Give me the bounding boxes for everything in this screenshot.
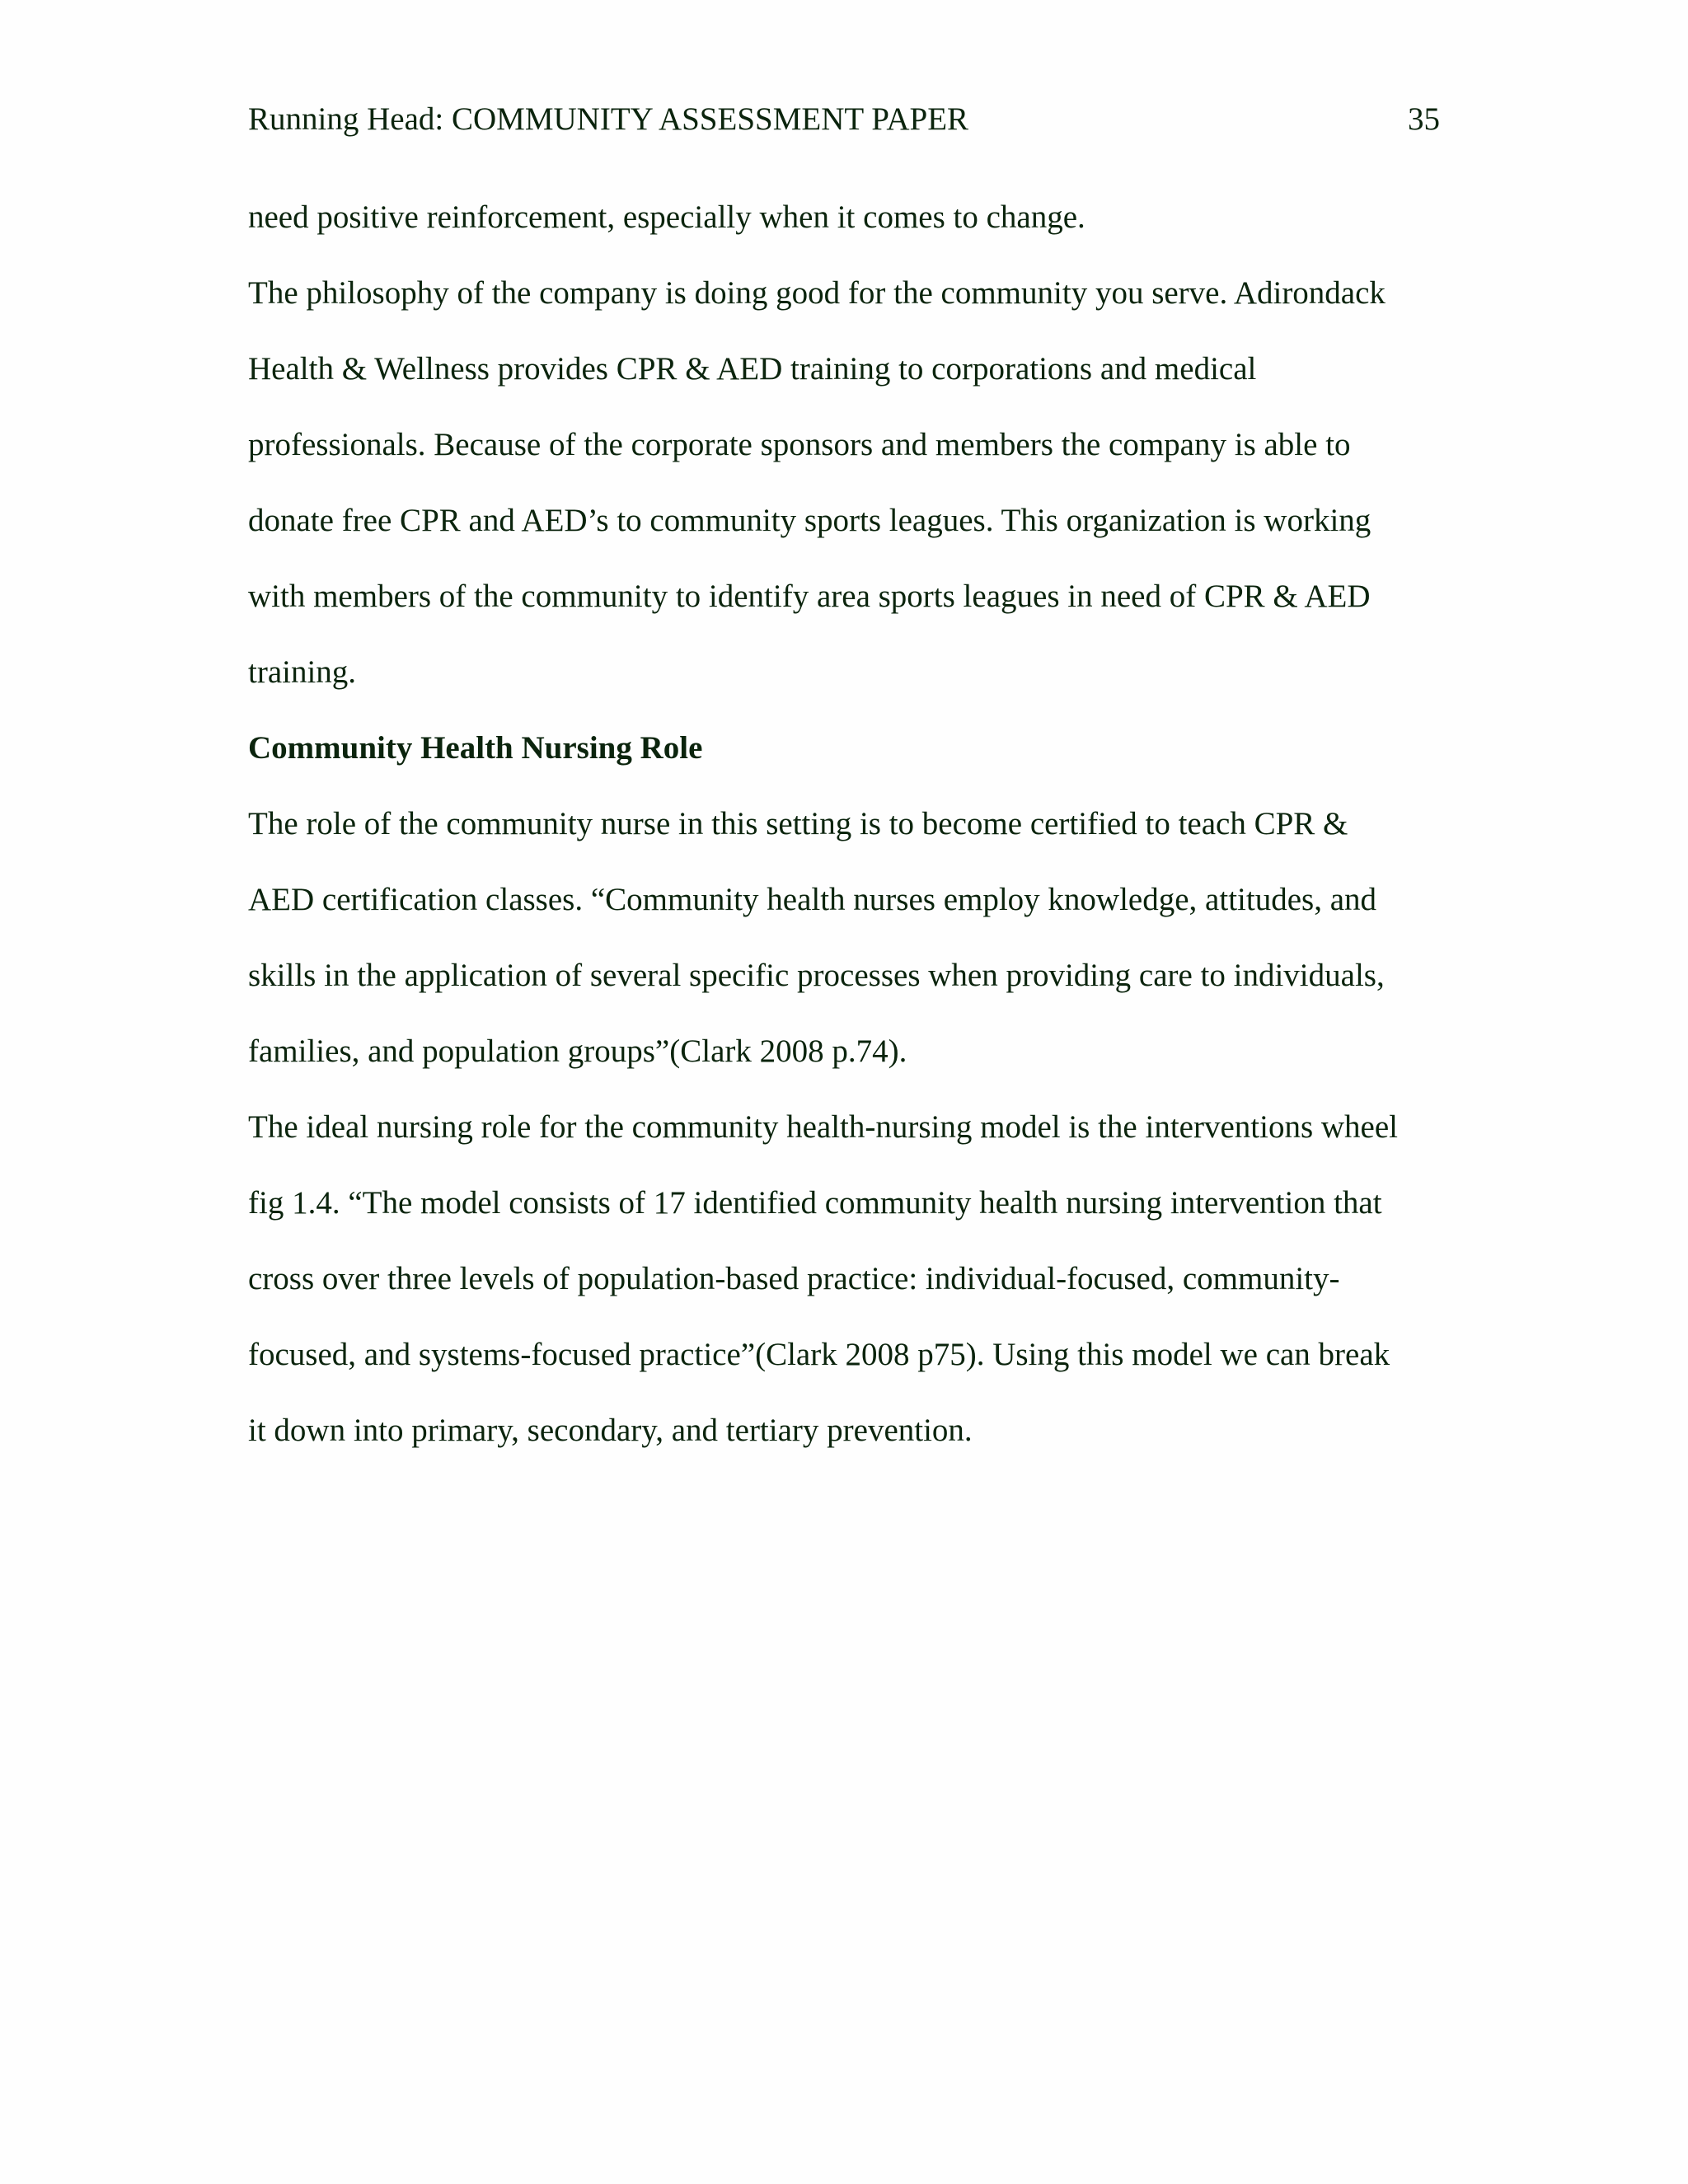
body-text-line: The philosophy of the company is doing good for the community you serve. Adirondack [248,275,1386,311]
body-text-line: training. [248,654,357,690]
body-text-line: it down into primary, secondary, and tertiary prevention. [248,1413,973,1448]
page-number: 35 [1408,101,1440,137]
body-text-line: donate free CPR and AED’s to community sports leagues. This organization is working [248,503,1372,538]
body-text-line: AED certification classes. “Community health nurses employ knowledge, attitudes, and [248,882,1376,917]
running-head-title: Running Head: COMMUNITY ASSESSMENT PAPER [248,101,969,137]
body-text-line: skills in the application of several specific processes when providing care to individuals, [248,958,1385,993]
running-head [248,95,1440,144]
body-text-line: professionals. Because of the corporate sponsors and members the company is able to [248,427,1351,462]
section-heading: Community Health Nursing Role [248,730,703,766]
body-text-line: The ideal nursing role for the community health-nursing model is the interventions wheel [248,1109,1398,1145]
body-text-line: with members of the community to identify area sports leagues in need of CPR & AED [248,579,1371,614]
body-text-line: families, and population groups”(Clark 2008 p.74). [248,1033,907,1069]
body-text-line: focused, and systems-focused practice”(Clark 2008 p75). Using this model we can break [248,1337,1390,1372]
body-text-line: need positive reinforcement, especially when it comes to change. [248,199,1085,235]
body-text-line: fig 1.4. “The model consists of 17 identified community health nursing intervention that [248,1185,1382,1221]
body-text-line: cross over three levels of population-based practice: individual-focused, community- [248,1261,1340,1296]
body-text-line: The role of the community nurse in this setting is to become certified to teach CPR & [248,806,1348,841]
body-text-line: Health & Wellness provides CPR & AED training to corporations and medical [248,351,1257,387]
